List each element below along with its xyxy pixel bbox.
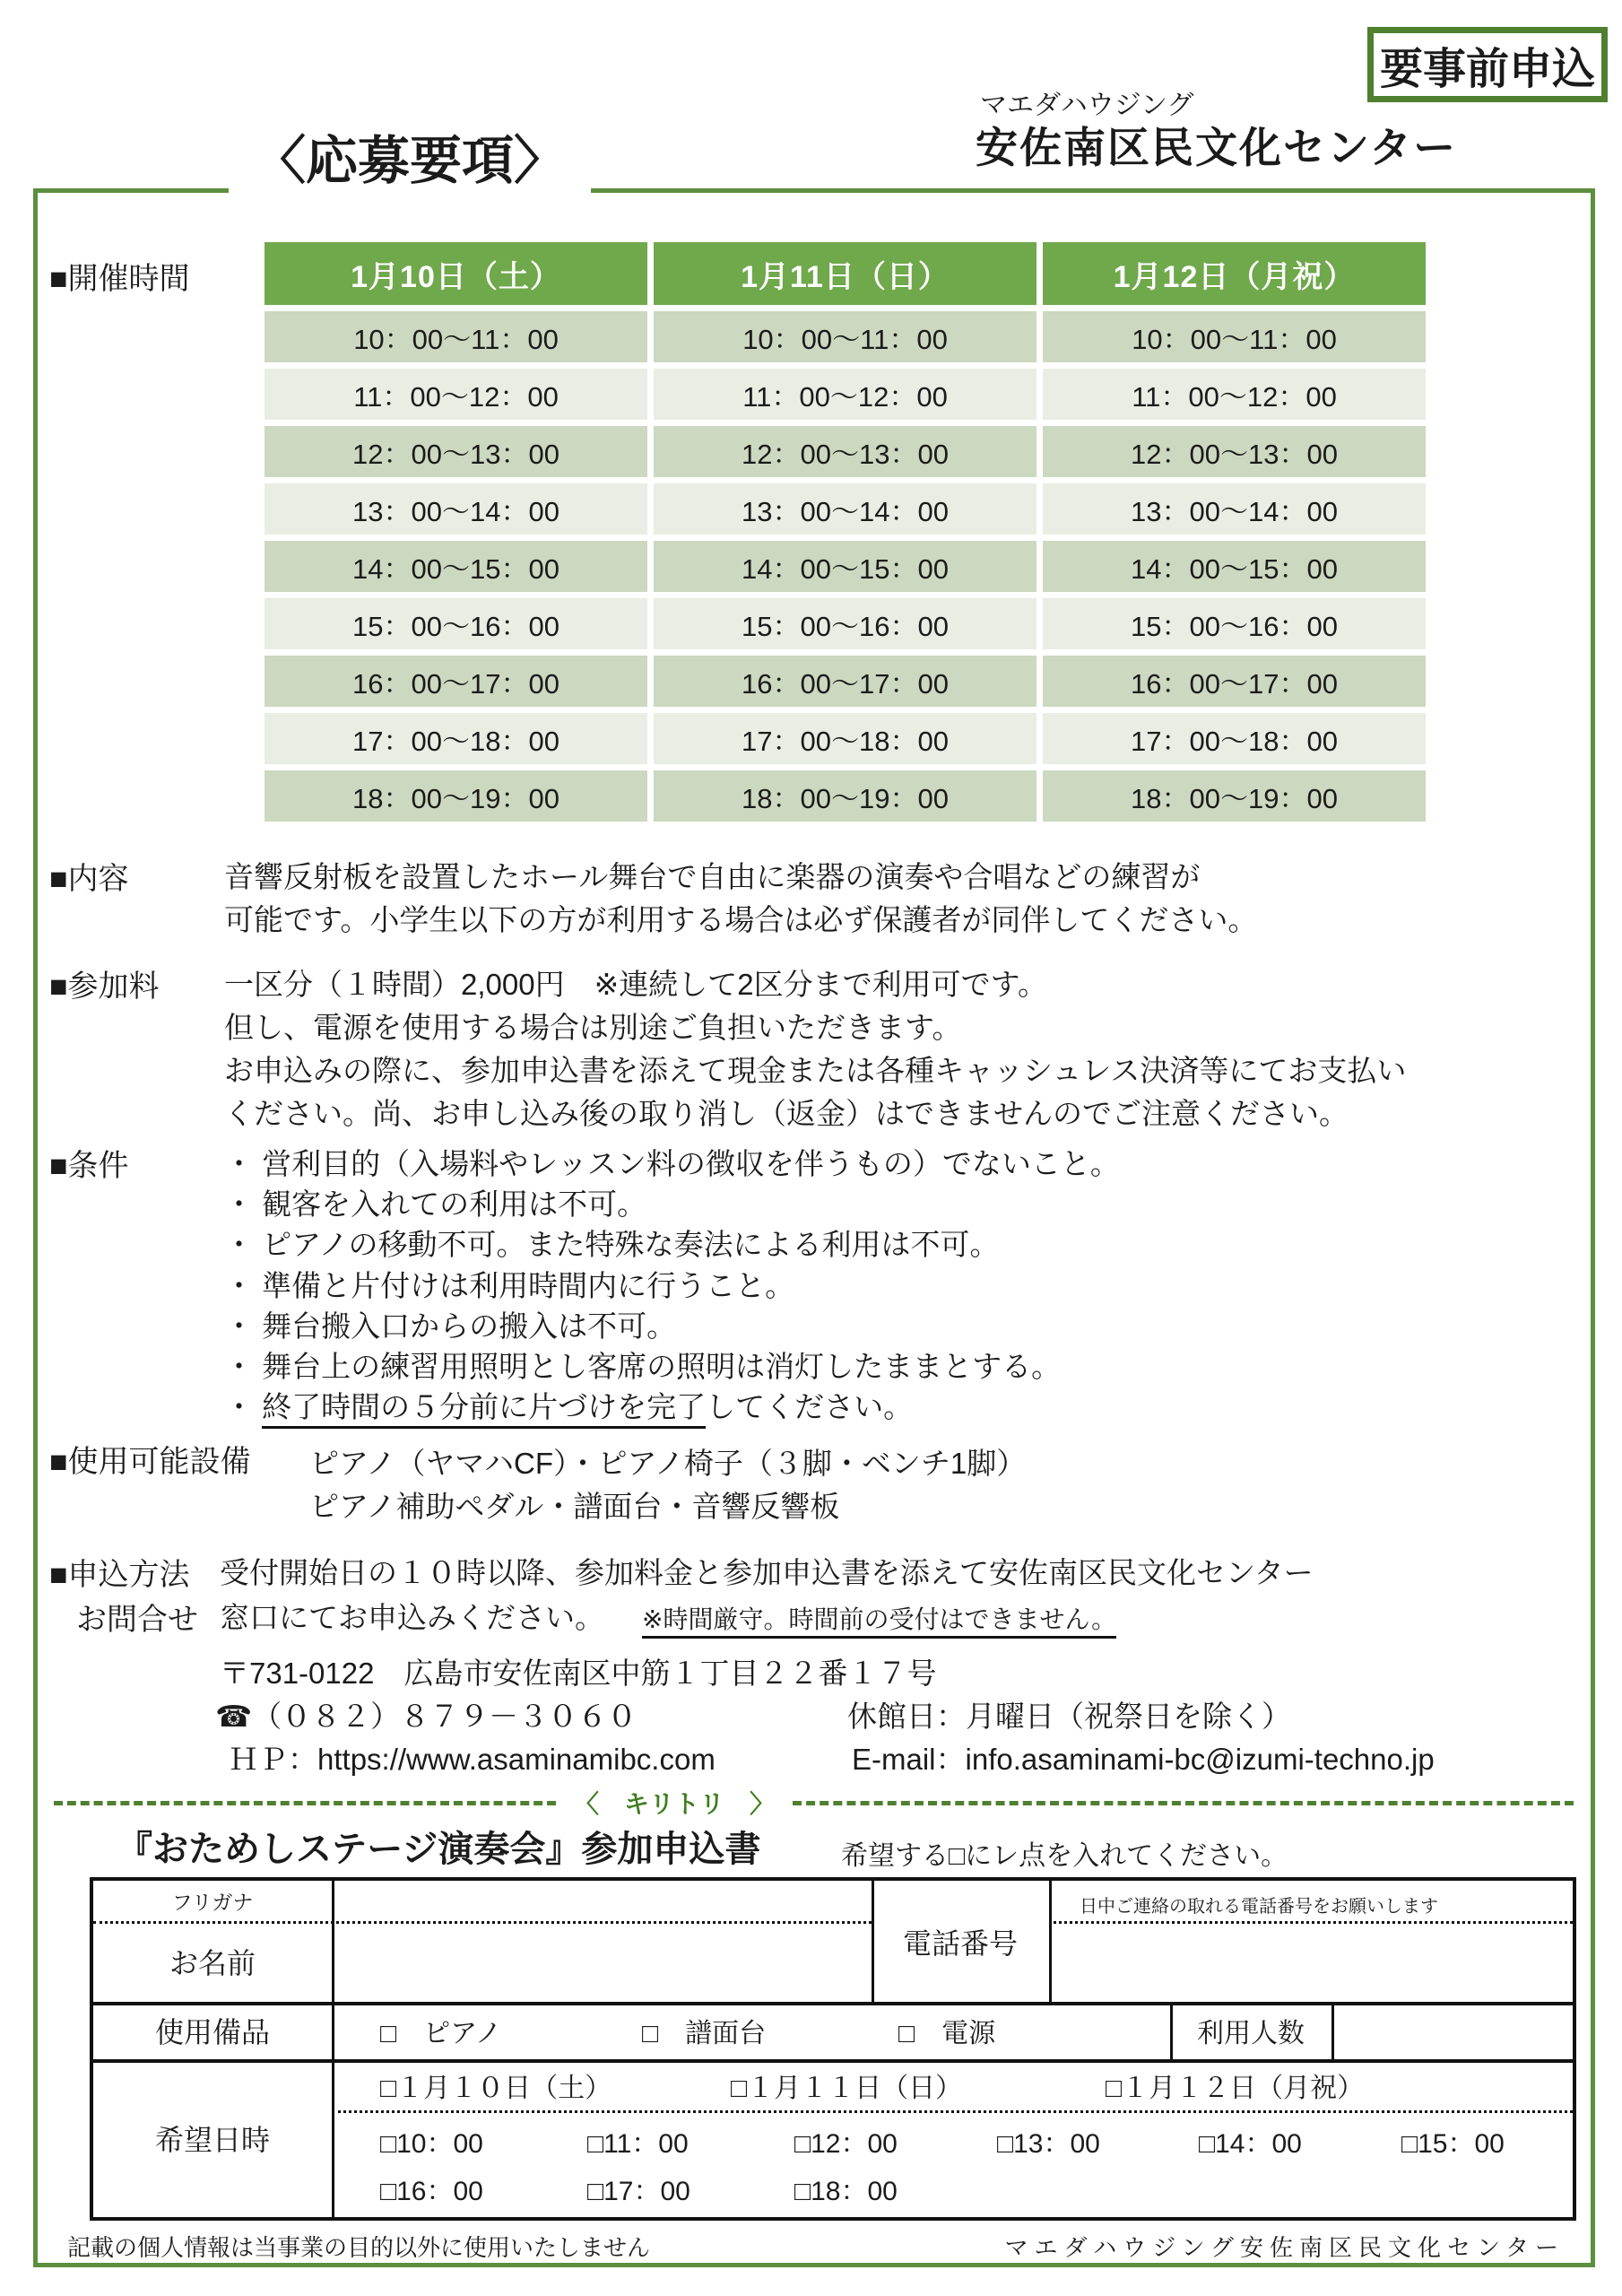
datetime-label: 希望日時: [154, 2124, 270, 2156]
apply-line: 受付開始日の１０時以降、参加料金と参加申込書を添えて安佐南区民文化センター: [220, 1556, 1314, 1589]
condition-item: ・ 観客を入れての利用は不可。: [224, 1187, 647, 1221]
condition-item-underlined: [224, 1384, 913, 1426]
checkbox-time-1100[interactable]: □11：00: [587, 2128, 689, 2159]
checkbox-date-jan10[interactable]: □１月１０日（土）: [380, 2073, 612, 2103]
badge-label: 要事前申込: [1379, 45, 1595, 93]
phone-note: 日中ご連絡の取れる電話番号をお願いします: [1080, 1897, 1438, 1917]
phone-label: 電話番号: [902, 1926, 1018, 1960]
page-title: 〈応募要項〉: [229, 118, 591, 194]
privacy-note: 記載の個人情報は当事業の目的以外に使用いたしません: [67, 2234, 651, 2261]
fee-line: 一区分（１時間）2,000円 ※連続して2区分まで利用可です。: [224, 968, 1047, 1001]
schedule-cell: 18：00～19：00: [1043, 770, 1426, 822]
email-label: E-mail：: [852, 1743, 966, 1776]
content-line: 音響反射板を設置したホール舞台で自由に楽器の演奏や合唱などの練習が: [224, 860, 1201, 893]
checkbox-date-jan11[interactable]: □１月１１日（日）: [731, 2073, 963, 2103]
schedule-cell: 11：00～12：00: [1043, 369, 1426, 420]
checkbox-date-jan12[interactable]: □１月１２日（月祝）: [1106, 2073, 1365, 2103]
form-title: 『おためしステージ演奏会』参加申込書: [117, 1830, 761, 1869]
hp-label: ＨＰ：: [229, 1743, 317, 1776]
schedule-section-label: ■開催時間: [49, 262, 190, 296]
schedule-cell: 10：00～11：00: [1043, 311, 1426, 362]
schedule-cell: 16：00～17：00: [265, 656, 647, 707]
schedule-cell: 14：00～15：00: [1043, 541, 1426, 592]
apply-section-label-2: お問合せ: [76, 1603, 198, 1637]
schedule-cell: 11：00～12：00: [654, 369, 1037, 420]
fee-line: 但し、電源を使用する場合は別途ご負担いただきます。: [224, 1011, 962, 1044]
checkbox-power[interactable]: □ 電源: [898, 2019, 996, 2048]
schedule-cell: 16：00～17：00: [1043, 656, 1426, 707]
schedule-col-header-sun: 1月11日（日）: [654, 242, 1037, 305]
equipment-use-label: 使用備品: [154, 2016, 270, 2048]
schedule-cell: 10：00～11：00: [265, 311, 647, 362]
footer-org-name: マエダハウジング安佐南区民文化センター: [1004, 2234, 1565, 2261]
schedule-cell: 18：00～19：00: [265, 770, 647, 822]
condition-bullet: ・: [224, 1390, 263, 1423]
cut-line-label: 〈 キリトリ 〉: [574, 1790, 776, 1818]
checkbox-time-1200[interactable]: □12：00: [794, 2128, 898, 2159]
schedule-cell: 15：00～16：00: [265, 598, 647, 649]
schedule-cell: 13：00～14：00: [1043, 483, 1426, 535]
apply-section-label-1: ■申込方法: [49, 1558, 190, 1592]
form-hint: 希望する□にレ点を入れてください。: [841, 1841, 1288, 1871]
checkbox-piano[interactable]: □ ピアノ: [380, 2019, 502, 2048]
contact-tel: ☎（０８２）８７９－３０６０: [215, 1700, 638, 1733]
schedule-cell: 17：00～18：00: [1043, 713, 1426, 764]
people-count-input-area[interactable]: [1334, 2005, 1573, 2059]
schedule-cell: 18：00～19：00: [654, 770, 1037, 822]
name-input-area[interactable]: [334, 1881, 872, 2002]
fee-section-label: ■参加料: [49, 970, 160, 1004]
phone-input-area[interactable]: [1052, 1924, 1573, 2002]
name-label: お名前: [169, 1947, 256, 1979]
schedule-cell: 15：00～16：00: [654, 598, 1037, 649]
schedule-cell: 16：00～17：00: [654, 656, 1037, 707]
fee-line: お申込みの際に、参加申込書を添えて現金または各種キャッシュレス決済等にてお支払い: [224, 1054, 1407, 1087]
schedule-cell: 17：00～18：00: [265, 713, 647, 764]
contact-email: [852, 1736, 1435, 1779]
contact-address: 〒731-0122 広島市安佐南区中筋１丁目２２番１７号: [220, 1657, 937, 1690]
cut-dash-right: [793, 1801, 1574, 1805]
checkbox-time-1500[interactable]: □15：00: [1401, 2128, 1505, 2159]
conditions-section-label: ■条件: [49, 1149, 129, 1183]
schedule-cell: 10：00～11：00: [654, 311, 1037, 362]
contact-hp: [229, 1736, 716, 1779]
people-count-label: 利用人数: [1197, 2019, 1305, 2048]
schedule-col-header-sat: 1月10日（土）: [265, 242, 647, 305]
org-name-large: 安佐南区民文化センター: [976, 124, 1458, 171]
schedule-table: [265, 242, 1426, 822]
schedule-cell: 13：00～14：00: [265, 483, 647, 535]
checkbox-time-1400[interactable]: □14：00: [1199, 2128, 1302, 2159]
checkbox-time-1300[interactable]: □13：00: [997, 2128, 1100, 2159]
contact-closed-days: 休館日：月曜日（祝祭日を除く）: [847, 1700, 1291, 1733]
checkbox-time-1600[interactable]: □16：00: [380, 2176, 483, 2206]
org-name-small: マエダハウジング: [980, 91, 1194, 120]
schedule-col-header-mon: 1月12日（月祝）: [1043, 242, 1426, 305]
email-address[interactable]: info.asaminami-bc@izumi-techno.jp: [965, 1743, 1435, 1776]
content-section-label: ■内容: [49, 862, 129, 896]
condition-item: ・ 営利目的（入場料やレッスン料の徴収を伴うもの）でないこと。: [224, 1147, 1120, 1180]
schedule-cell: 14：00～15：00: [654, 541, 1037, 592]
equipment-section-label: ■使用可能設備: [49, 1445, 251, 1479]
cut-line: [54, 1785, 1574, 1821]
condition-underline-text: 終了時間の５分前に片づけを完了: [262, 1390, 706, 1429]
form-dotted-line: [332, 2110, 1573, 2113]
equipment-line: ピアノ補助ペダル・譜面台・音響反響板: [309, 1490, 840, 1523]
hp-url[interactable]: https://www.asaminamibc.com: [317, 1743, 716, 1776]
furigana-label: フリガナ: [171, 1891, 254, 1914]
apply-strict-note: ※時間厳守。時間前の受付はできません。: [642, 1605, 1116, 1639]
checkbox-music-stand[interactable]: □ 譜面台: [642, 2019, 767, 2048]
equipment-line: ピアノ（ヤマハCF）・ピアノ椅子（３脚・ベンチ1脚）: [309, 1447, 1027, 1480]
apply-line-2: [220, 1595, 1116, 1637]
condition-item: ・ ピアノの移動不可。また特殊な奏法による利用は不可。: [224, 1228, 1000, 1261]
schedule-cell: 13：00～14：00: [654, 483, 1037, 535]
condition-tail-text: してください。: [706, 1390, 914, 1423]
schedule-cell: 12：00～13：00: [265, 426, 647, 477]
schedule-cell: 11：00～12：00: [265, 369, 647, 420]
schedule-cell: 12：00～13：00: [654, 426, 1037, 477]
condition-item: ・ 準備と片付けは利用時間内に行うこと。: [224, 1269, 795, 1302]
schedule-cell: 17：00～18：00: [654, 713, 1037, 764]
fee-line: ください。尚、お申し込み後の取り消し（返金）はできませんのでご注意ください。: [224, 1097, 1349, 1130]
schedule-cell: 14：00～15：00: [265, 541, 647, 592]
checkbox-time-1000[interactable]: □10：00: [380, 2128, 483, 2159]
checkbox-time-1800[interactable]: □18：00: [794, 2176, 898, 2206]
schedule-cell: 15：00～16：00: [1043, 598, 1426, 649]
schedule-cell: 12：00～13：00: [1043, 426, 1426, 477]
apply-line-2-text: 窓口にてお申込みください。: [220, 1601, 604, 1634]
checkbox-time-1700[interactable]: □17：00: [587, 2176, 690, 2206]
condition-item: ・ 舞台搬入口からの搬入は不可。: [224, 1309, 677, 1343]
content-line: 可能です。小学生以下の方が利用する場合は必ず保護者が同伴してください。: [224, 903, 1258, 936]
condition-item: ・ 舞台上の練習用照明とし客席の照明は消灯したままとする。: [224, 1350, 1062, 1383]
application-form-table: [90, 1877, 1576, 2221]
cut-dash-left: [54, 1801, 556, 1805]
